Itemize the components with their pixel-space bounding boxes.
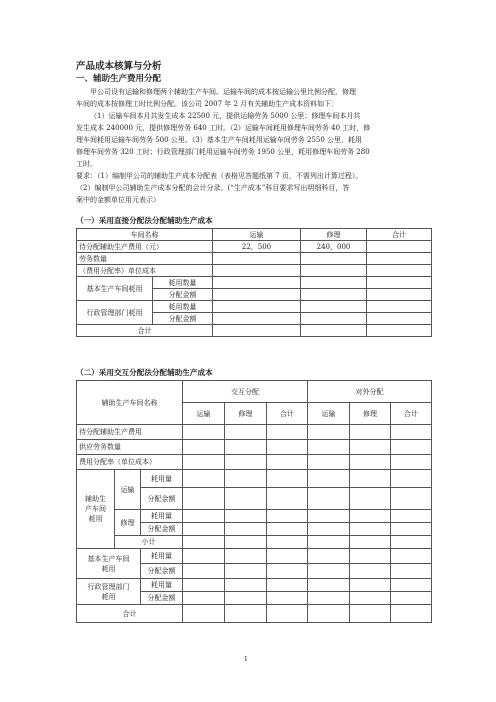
cell-empty xyxy=(183,536,225,549)
text-line: 甲公司设有运输和修理两个辅助生产车间。运输车间的成本按运输公里比例分配，修理 xyxy=(90,88,356,96)
text-line: 耗用 xyxy=(101,564,116,573)
table-row xyxy=(77,325,432,337)
cell-empty xyxy=(267,470,308,488)
reciprocal-allocation-table xyxy=(76,380,432,623)
cell-empty xyxy=(308,425,350,440)
table-row xyxy=(77,229,432,241)
cell-empty xyxy=(183,579,225,592)
table-row xyxy=(77,455,432,470)
cell-empty xyxy=(267,488,308,510)
cell-empty xyxy=(391,564,432,579)
cell-empty xyxy=(308,536,350,549)
row-label: 待分配辅助生产费用 xyxy=(77,425,183,440)
table-row xyxy=(77,301,432,313)
cell-empty xyxy=(308,455,350,470)
cell-empty xyxy=(301,301,367,313)
text-line: 车间的成本按修理工时比例分配。该公司 2007 年 2 月有关辅助生产成本资料如下： xyxy=(76,100,339,108)
problem-text xyxy=(76,86,428,206)
cell-empty xyxy=(367,277,432,289)
cell-empty xyxy=(391,536,432,549)
row-label-admin xyxy=(77,579,141,605)
cell-empty xyxy=(308,579,350,592)
table-row xyxy=(77,440,432,455)
cell-empty xyxy=(213,325,301,337)
sub-label: 小计 xyxy=(115,536,183,549)
cell-empty xyxy=(183,592,225,605)
text-line: （1）运输车间本月共发生成本 22500 元，提供运输劳务 5000 公里；修理车间本月共 xyxy=(90,112,361,120)
cell-empty xyxy=(391,579,432,592)
cell-empty xyxy=(267,440,308,455)
header-transport: 运输 xyxy=(213,229,301,241)
table2-heading: （二）采用交互分配法分配辅助生产成本 xyxy=(76,368,213,377)
table-row xyxy=(77,277,432,289)
header-transport: 运输 xyxy=(308,403,350,425)
cell-empty xyxy=(301,313,367,325)
text-line: 案中的金额单位用元表示） xyxy=(76,196,160,204)
text-line: 要求：（1）编制甲公司的辅助生产成本分配表（表格见答题纸第 7 页，不需列出计算过程）。 xyxy=(76,172,363,180)
cell-empty xyxy=(213,277,301,289)
table1-heading: （一）采用直接分配法分配辅助生产成本 xyxy=(76,216,213,225)
cell-empty xyxy=(267,605,308,623)
sub-label: 分配金额 xyxy=(141,523,183,536)
header-total: 合计 xyxy=(367,229,432,241)
table-row xyxy=(77,549,432,564)
cell-empty xyxy=(391,488,432,510)
cell-empty xyxy=(308,592,350,605)
header-repair: 修理 xyxy=(301,229,367,241)
cell-empty xyxy=(183,510,225,523)
cell-empty xyxy=(391,510,432,523)
cell-empty xyxy=(213,289,301,301)
cell-empty xyxy=(350,425,391,440)
header-external: 对外分配 xyxy=(308,381,432,403)
table-row xyxy=(77,470,432,488)
cell-empty xyxy=(391,592,432,605)
cell-empty xyxy=(225,523,267,536)
text-line: 理车间耗用运输车间劳务 500 公里。（3）基本生产车间耗用运输车间劳务 2550 公里，耗用 xyxy=(76,136,363,144)
cell-empty xyxy=(367,325,432,337)
cell-empty xyxy=(350,536,391,549)
cell-empty xyxy=(225,455,267,470)
sub-label: 分配金额 xyxy=(141,564,183,579)
table-row xyxy=(77,381,432,403)
cell-empty xyxy=(308,523,350,536)
row-label-aux xyxy=(77,470,115,549)
cell-empty xyxy=(183,455,225,470)
text-line: 产车间 xyxy=(85,505,106,513)
cell-empty xyxy=(183,425,225,440)
cell-empty xyxy=(183,564,225,579)
cell-empty xyxy=(267,564,308,579)
cell-empty xyxy=(267,523,308,536)
table-row xyxy=(77,605,432,623)
cell-empty xyxy=(350,549,391,564)
cell-empty xyxy=(267,549,308,564)
cell-empty xyxy=(183,488,225,510)
sub-label: 耗用量 xyxy=(141,470,183,488)
sub-label: 分配金额 xyxy=(153,289,213,301)
row-label: （费用分配率）单位成本 xyxy=(77,265,213,277)
document-title: 产品成本核算与分析 xyxy=(76,61,162,72)
text-line: 辅助生 xyxy=(85,495,106,503)
cell-empty xyxy=(267,579,308,592)
cell-empty xyxy=(350,564,391,579)
header-interact: 交互分配 xyxy=(183,381,308,403)
cell-empty xyxy=(225,549,267,564)
cell-empty xyxy=(367,253,432,265)
sub-label-repair: 修理 xyxy=(115,510,141,536)
table-row xyxy=(77,579,432,592)
cell-empty xyxy=(225,536,267,549)
header-workshop: 车间名称 xyxy=(77,229,213,241)
cell-empty xyxy=(225,564,267,579)
row-label: 行政管理部门耗用 xyxy=(77,301,153,325)
text-line: 耗用 xyxy=(101,592,116,601)
cell-empty xyxy=(391,470,432,488)
text-line: 基本生产车间 xyxy=(87,554,130,563)
table-row xyxy=(77,241,432,253)
cell-empty xyxy=(391,440,432,455)
cell-empty xyxy=(225,470,267,488)
cell-empty xyxy=(213,265,301,277)
cell-empty xyxy=(225,425,267,440)
table-row xyxy=(77,265,432,277)
row-label: 待分配辅助生产费用（元） xyxy=(77,241,213,253)
cell-empty xyxy=(267,510,308,523)
cell-empty xyxy=(391,455,432,470)
cell-empty xyxy=(225,579,267,592)
cell-empty xyxy=(225,605,267,623)
sub-label: 分配金额 xyxy=(141,488,183,510)
cell-empty xyxy=(350,455,391,470)
text-line: 行政管理部门 xyxy=(87,582,130,591)
cell-empty xyxy=(225,510,267,523)
sub-label: 耗用量 xyxy=(141,510,183,523)
sub-label: 分配金额 xyxy=(141,592,183,605)
table-row xyxy=(77,253,432,265)
cell-empty xyxy=(301,325,367,337)
cell-empty xyxy=(301,289,367,301)
section-heading: 一、辅助生产费用分配 xyxy=(76,74,162,84)
cell-value: 22，500 xyxy=(213,241,301,253)
direct-allocation-table xyxy=(76,228,432,337)
cell-empty xyxy=(213,313,301,325)
text-line: （2）编制甲公司辅助生产成本分配的会计分录。(“生产成本”科目要求写出明细科目，答 xyxy=(76,184,350,192)
row-label: 合计 xyxy=(77,605,183,623)
sub-label: 耗用量 xyxy=(141,579,183,592)
cell-empty xyxy=(213,253,301,265)
header-repair: 修理 xyxy=(350,403,391,425)
cell-empty xyxy=(350,523,391,536)
cell-empty xyxy=(367,313,432,325)
sub-label: 耗用数量 xyxy=(153,301,213,313)
row-label: 劳务数量 xyxy=(77,253,213,265)
row-label: 基本生产车间耗用 xyxy=(77,277,153,301)
header-total: 合计 xyxy=(267,403,308,425)
cell-empty xyxy=(350,510,391,523)
cell-empty xyxy=(301,277,367,289)
row-label: 合计 xyxy=(77,325,213,337)
cell-empty xyxy=(301,265,367,277)
cell-empty xyxy=(267,425,308,440)
cell-empty xyxy=(267,455,308,470)
cell-empty xyxy=(267,592,308,605)
cell-empty xyxy=(391,425,432,440)
row-label: 供应劳务数量 xyxy=(77,440,183,455)
cell-empty xyxy=(225,440,267,455)
table-row xyxy=(77,510,432,523)
cell-empty xyxy=(183,470,225,488)
row-label-basic xyxy=(77,549,141,579)
header-name: 辅助生产车间名称 xyxy=(77,381,183,425)
cell-empty xyxy=(367,289,432,301)
cell-empty xyxy=(350,488,391,510)
cell-empty xyxy=(350,579,391,592)
sub-label-transport: 运输 xyxy=(115,470,141,510)
cell-empty xyxy=(213,301,301,313)
cell-empty xyxy=(367,241,432,253)
cell-empty xyxy=(308,564,350,579)
cell-empty xyxy=(308,488,350,510)
header-transport: 运输 xyxy=(183,403,225,425)
row-label: 费用分配率（单位成本） xyxy=(77,455,183,470)
cell-empty xyxy=(391,549,432,564)
cell-empty xyxy=(391,605,432,623)
sub-label: 耗用数量 xyxy=(153,277,213,289)
cell-empty xyxy=(367,301,432,313)
sub-label: 耗用量 xyxy=(141,549,183,564)
cell-empty xyxy=(350,440,391,455)
cell-empty xyxy=(350,470,391,488)
cell-empty xyxy=(225,592,267,605)
cell-empty xyxy=(225,488,267,510)
cell-value: 240，000 xyxy=(301,241,367,253)
cell-empty xyxy=(308,605,350,623)
text-line: 修理车间劳务 320 工时；行政管理部门耗用运输车间劳务 1950 公里，耗用修理车间劳务 280 xyxy=(76,148,370,156)
cell-empty xyxy=(308,440,350,455)
page-number: 1 xyxy=(244,656,248,663)
cell-empty xyxy=(183,549,225,564)
cell-empty xyxy=(301,253,367,265)
cell-empty xyxy=(391,523,432,536)
cell-empty xyxy=(183,605,225,623)
text-line: 耗用 xyxy=(88,515,103,523)
cell-empty xyxy=(308,470,350,488)
header-repair: 修理 xyxy=(225,403,267,425)
cell-empty xyxy=(367,265,432,277)
sub-label: 分配金额 xyxy=(153,313,213,325)
table-row xyxy=(77,536,432,549)
cell-empty xyxy=(308,510,350,523)
text-line: 发生成本 240000 元，提供修理劳务 640 工时。（2）运输车间耗用修理车间劳务 40 工时，修 xyxy=(76,124,371,132)
cell-empty xyxy=(350,605,391,623)
header-total: 合计 xyxy=(391,403,432,425)
cell-empty xyxy=(350,592,391,605)
table-row xyxy=(77,425,432,440)
cell-empty xyxy=(308,549,350,564)
cell-empty xyxy=(183,523,225,536)
cell-empty xyxy=(183,440,225,455)
text-line: 工时。 xyxy=(76,160,97,168)
cell-empty xyxy=(267,536,308,549)
